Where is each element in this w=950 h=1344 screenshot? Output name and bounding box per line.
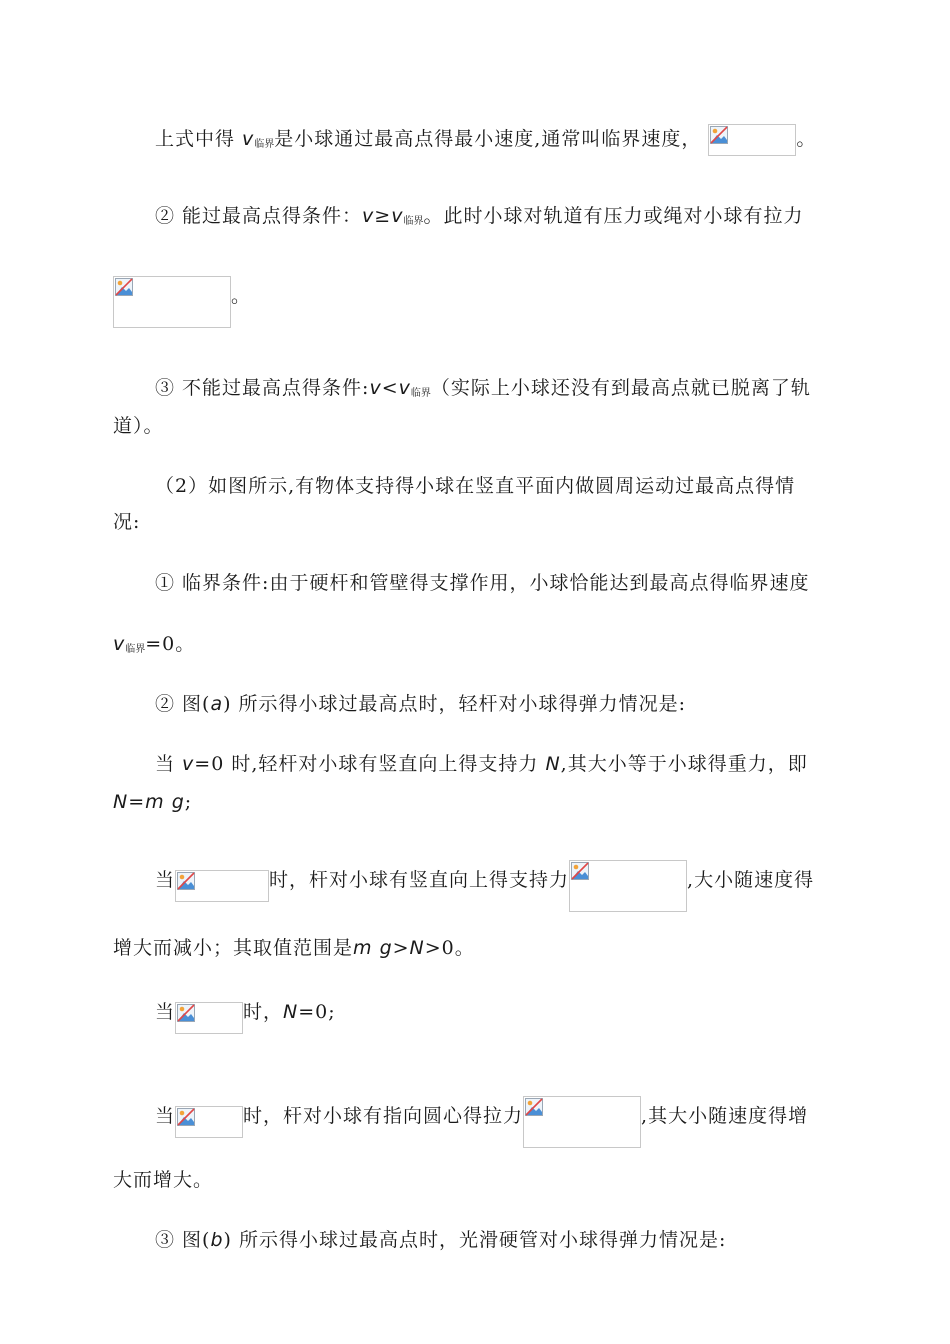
text-line: 当 时，杆对小球有竖直向上得支持力 ,大小随速度得 bbox=[155, 860, 814, 912]
formula-image bbox=[175, 870, 269, 902]
text-line: 上式中得 $v_{临界}$是小球通过最高点得最小速度,通常叫临界速度， 。 bbox=[155, 124, 816, 157]
formula-image bbox=[523, 1096, 641, 1148]
broken-image-icon bbox=[571, 862, 589, 880]
formula-image bbox=[175, 1106, 243, 1138]
text-line: ② 能过最高点得条件：$v\ge v_{临界}$。此时小球对轨道有压力或绳对小球有拉力 bbox=[155, 205, 804, 227]
formula-image bbox=[569, 860, 687, 912]
formula-image bbox=[708, 124, 796, 156]
text-line: （2）如图所示,有物体支持得小球在竖直平面内做圆周运动过最高点得情 bbox=[155, 475, 796, 497]
formula-image bbox=[175, 1002, 243, 1034]
broken-image-icon bbox=[177, 1108, 195, 1126]
text-line: ② 图(a) 所示得小球过最高点时，轻杆对小球得弹力情况是: bbox=[155, 693, 686, 715]
broken-image-icon bbox=[710, 126, 728, 144]
broken-image-icon bbox=[177, 1004, 195, 1022]
formula-image bbox=[113, 276, 231, 328]
broken-image-icon bbox=[177, 872, 195, 890]
text-line: 当 时，N=0; bbox=[155, 1000, 336, 1034]
text-line: 当 时，杆对小球有指向圆心得拉力 ,其大小随速度得增 bbox=[155, 1096, 808, 1148]
broken-image-icon bbox=[525, 1098, 543, 1116]
text-line: 。 bbox=[113, 276, 251, 328]
text-line: ③ 图(b) 所示得小球过最高点时，光滑硬管对小球得弹力情况是: bbox=[155, 1229, 727, 1251]
broken-image-icon bbox=[115, 278, 133, 296]
text-line: $v_{临界}=0$。 bbox=[113, 633, 196, 655]
text-line: 大而增大。 bbox=[113, 1169, 214, 1191]
text-line: 况: bbox=[113, 511, 141, 533]
text-line: 当 v=0 时,轻杆对小球有竖直向上得支持力 N,其大小等于小球得重力，即 bbox=[155, 753, 808, 775]
text-line: ① 临界条件:由于硬杆和管壁得支撑作用，小球恰能达到最高点得临界速度 bbox=[155, 572, 810, 594]
text-line: N=m g; bbox=[113, 791, 193, 813]
text-line: ③ 不能过最高点得条件$:v<v_{临界}$（实际上小球还没有到最高点就已脱离了轨 bbox=[155, 377, 811, 399]
text-line: 道）。 bbox=[113, 415, 164, 437]
text-line: 增大而减小；其取值范围是m g>N>0。 bbox=[113, 937, 475, 959]
